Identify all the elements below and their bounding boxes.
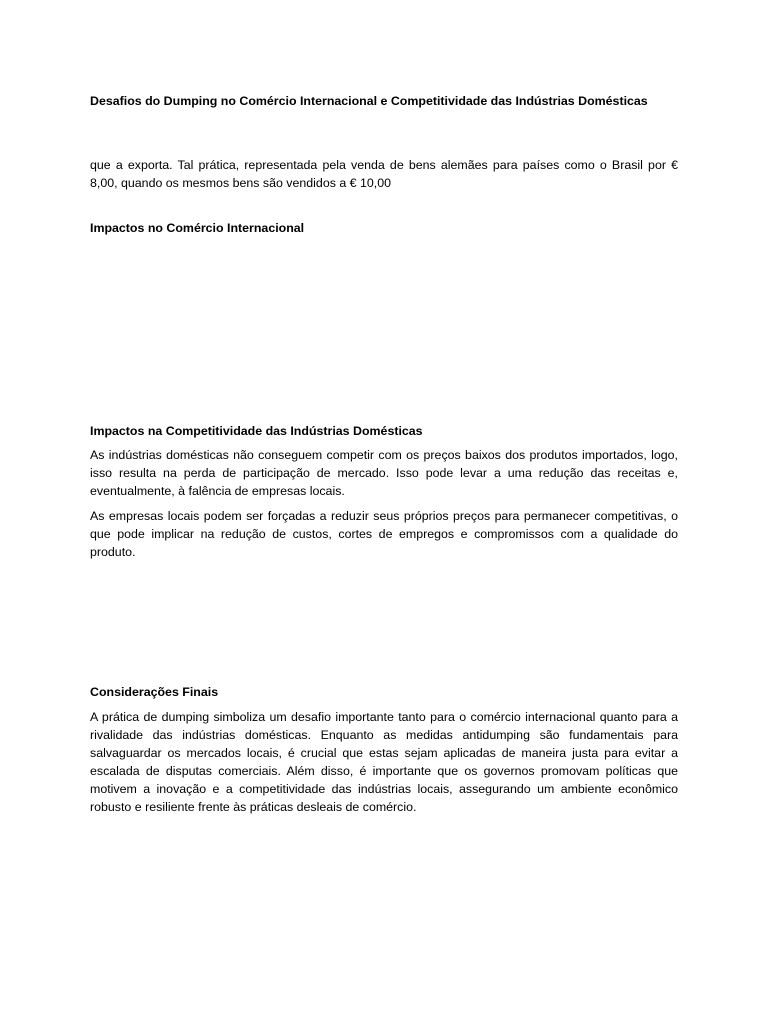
section-heading-consideracoes-finais: Considerações Finais xyxy=(90,685,219,699)
paragraph-consideracoes-finais: A prática de dumping simboliza um desafio importante tanto para o comércio internacional quanto para a rivalidade das indústrias domésticas. Enquanto as medidas antidumping são fundamentais para salvaguardar os mercados locais, é crucial que estas sejam aplicadas de maneira justa para evitar a escalada de disputas comerciais. Além disso, é importante que os governos promovam políticas que motivem a inovação e a competitividade das indústrias locais, assegurando um ambiente econômico robusto e resiliente frente às práticas desleais de comércio. xyxy=(90,710,678,814)
paragraph-competitividade-2: As empresas locais podem ser forçadas a reduzir seus próprios preços para permanecer competitivas, o que pode implicar na redução de custos, cortes de empregos e compromissos com a qualidade do produto. xyxy=(90,509,678,559)
document-title: Desafios do Dumping no Comércio Internacional e Competitividade das Indústrias Domésticas xyxy=(90,94,648,108)
section-heading-impactos-competitividade: Impactos na Competitividade das Indústrias Domésticas xyxy=(90,424,423,438)
paragraph-competitividade-1: As indústrias domésticas não conseguem competir com os preços baixos dos produtos importados, logo, isso resulta na perda de participação de mercado. Isso pode levar a uma redução das receitas e, eventualmente, à falência de empresas locais. xyxy=(90,448,678,498)
section-heading-impactos-comercio: Impactos no Comércio Internacional xyxy=(90,221,305,235)
intro-paragraph: que a exporta. Tal prática, representada pela venda de bens alemães para países como o Brasil por € 8,00, quando os mesmos bens são vendidos a € 10,00 xyxy=(90,158,678,190)
